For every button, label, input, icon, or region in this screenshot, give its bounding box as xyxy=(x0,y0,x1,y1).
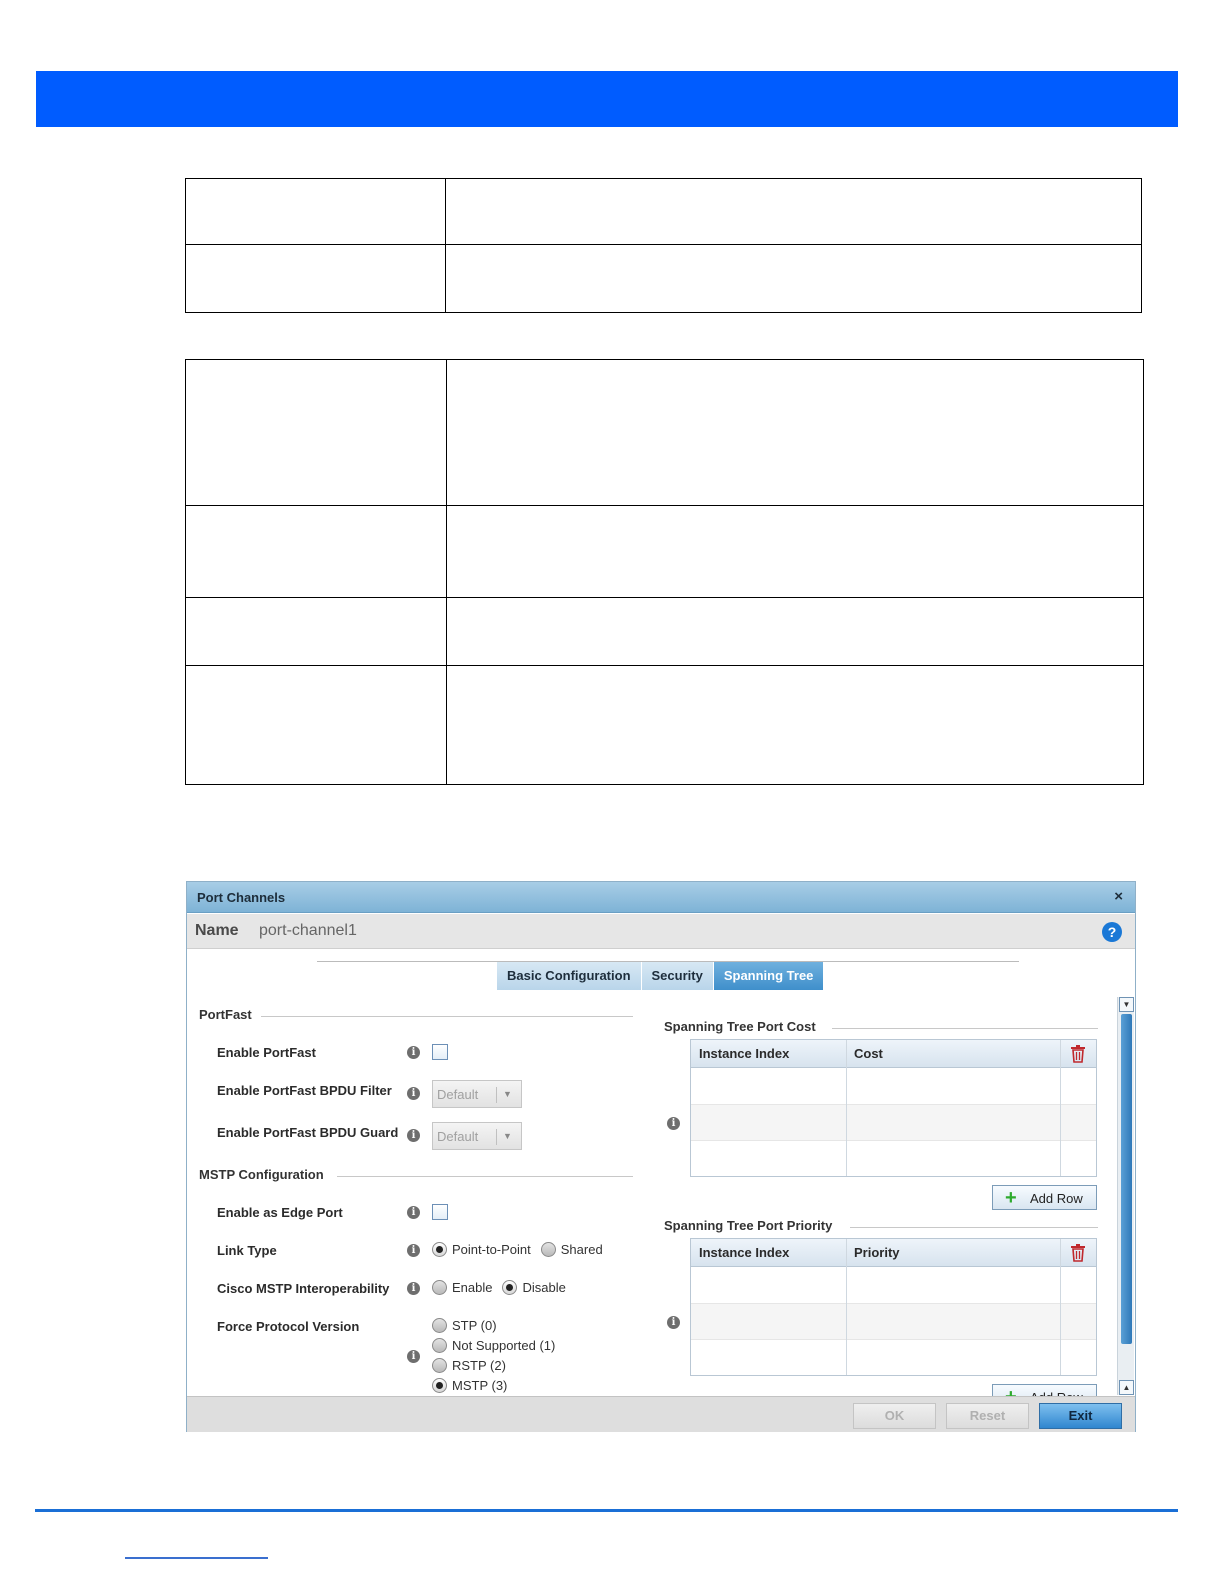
scroll-up-arrow-icon[interactable]: ▼ xyxy=(1119,997,1134,1012)
force-protocol-option xyxy=(432,1318,507,1333)
column-header: Cost xyxy=(854,1046,883,1061)
radio-label: Shared xyxy=(560,1242,603,1257)
section-divider xyxy=(261,1016,633,1017)
name-label: Name xyxy=(195,922,239,939)
port-cost-section-title: Spanning Tree Port Cost xyxy=(664,1019,816,1034)
info-icon[interactable]: i xyxy=(407,1206,420,1219)
info-icon[interactable]: i xyxy=(667,1316,680,1329)
cisco-mstp-label: Cisco MSTP Interoperability xyxy=(217,1281,390,1296)
bpdu-filter-select[interactable] xyxy=(432,1080,522,1108)
tab-basic-configuration[interactable]: Basic Configuration xyxy=(497,962,642,990)
table-row[interactable] xyxy=(691,1141,1096,1177)
mstp-section-title: MSTP Configuration xyxy=(199,1167,324,1182)
table-row xyxy=(186,506,1144,598)
ok-button[interactable]: OK xyxy=(853,1403,936,1429)
page-footer-rule xyxy=(35,1509,1178,1512)
table-cell xyxy=(447,598,1144,666)
link-type-shared-radio[interactable] xyxy=(541,1242,556,1257)
dialog-titlebar xyxy=(187,882,1135,913)
column-header: Priority xyxy=(854,1245,900,1260)
force-protocol-mstp-radio[interactable] xyxy=(432,1378,447,1393)
section-divider xyxy=(832,1028,1098,1029)
tab-strip xyxy=(497,962,824,990)
table-row[interactable] xyxy=(691,1105,1096,1141)
column-header: Instance Index xyxy=(699,1046,790,1061)
table-row xyxy=(186,666,1144,785)
table-cell xyxy=(446,179,1142,245)
radio-label: Enable xyxy=(452,1280,493,1295)
name-bar xyxy=(187,914,1135,949)
plus-icon: + xyxy=(1005,1187,1017,1209)
radio-label: Not Supported (1) xyxy=(452,1338,556,1353)
chevron-down-icon: ▼ xyxy=(503,1131,512,1141)
port-cost-table xyxy=(690,1039,1097,1177)
link-type-point-to-point-radio[interactable] xyxy=(432,1242,447,1257)
enable-portfast-checkbox[interactable] xyxy=(432,1044,448,1060)
info-icon[interactable]: i xyxy=(407,1350,420,1363)
column-divider xyxy=(846,1239,847,1375)
table-cell xyxy=(447,360,1144,506)
edge-port-checkbox[interactable] xyxy=(432,1204,448,1220)
dialog-title: Port Channels xyxy=(197,890,286,905)
table-cell xyxy=(447,506,1144,598)
port-channels-dialog xyxy=(186,881,1136,1432)
force-protocol-label: Force Protocol Version xyxy=(217,1319,360,1334)
radio-label: Point-to-Point xyxy=(452,1242,531,1257)
reset-button[interactable]: Reset xyxy=(946,1403,1029,1429)
radio-label: RSTP (2) xyxy=(452,1358,506,1373)
table-row[interactable] xyxy=(691,1268,1096,1304)
table-row xyxy=(186,179,1142,245)
spanning-tree-content xyxy=(187,994,1117,1394)
doc-table-1 xyxy=(185,178,1142,313)
table-row[interactable] xyxy=(691,1069,1096,1105)
vertical-scrollbar[interactable] xyxy=(1117,997,1134,1395)
bpdu-guard-value: Default xyxy=(437,1129,479,1144)
tab-security[interactable]: Security xyxy=(642,962,714,990)
section-divider xyxy=(850,1227,1098,1228)
cisco-mstp-enable-radio[interactable] xyxy=(432,1280,447,1295)
bpdu-filter-value: Default xyxy=(437,1087,479,1102)
force-protocol-option xyxy=(432,1338,565,1353)
bpdu-filter-label: Enable PortFast BPDU Filter xyxy=(217,1083,392,1098)
table-header xyxy=(691,1040,1096,1068)
trash-icon[interactable] xyxy=(1070,1045,1086,1063)
force-protocol-rstp-radio[interactable] xyxy=(432,1358,447,1373)
table-cell xyxy=(186,506,447,598)
table-cell xyxy=(446,245,1142,313)
add-row-label: Add Row xyxy=(1030,1191,1083,1206)
table-row xyxy=(186,360,1144,506)
help-icon[interactable]: ? xyxy=(1102,922,1122,942)
info-icon[interactable]: i xyxy=(407,1282,420,1295)
force-protocol-option xyxy=(432,1378,517,1393)
table-cell xyxy=(186,666,447,785)
select-divider xyxy=(496,1087,497,1103)
table-row[interactable] xyxy=(691,1304,1096,1340)
column-divider xyxy=(846,1040,847,1176)
link-type-radio-group xyxy=(432,1242,613,1257)
radio-label: MSTP (3) xyxy=(452,1378,508,1393)
dialog-footer xyxy=(187,1396,1135,1432)
bpdu-guard-label: Enable PortFast BPDU Guard xyxy=(217,1125,399,1140)
bpdu-guard-select[interactable] xyxy=(432,1122,522,1150)
table-row xyxy=(186,245,1142,313)
cisco-mstp-disable-radio[interactable] xyxy=(502,1280,517,1295)
table-header xyxy=(691,1239,1096,1267)
table-row xyxy=(186,598,1144,666)
enable-portfast-label: Enable PortFast xyxy=(217,1045,316,1060)
exit-button[interactable]: Exit xyxy=(1039,1403,1122,1429)
cisco-mstp-radio-group xyxy=(432,1280,576,1295)
scroll-down-arrow-icon[interactable]: ▲ xyxy=(1119,1380,1134,1395)
column-header: Instance Index xyxy=(699,1245,790,1260)
force-protocol-stp-radio[interactable] xyxy=(432,1318,447,1333)
footer-link-underline[interactable] xyxy=(125,1557,268,1559)
force-protocol-not-supported-radio[interactable] xyxy=(432,1338,447,1353)
scrollbar-thumb[interactable] xyxy=(1121,1014,1132,1344)
section-divider xyxy=(337,1176,633,1177)
select-divider xyxy=(496,1129,497,1145)
edge-port-label: Enable as Edge Port xyxy=(217,1205,343,1220)
chevron-down-icon: ▼ xyxy=(503,1089,512,1099)
column-divider xyxy=(1060,1239,1061,1375)
page-header-band xyxy=(36,71,1178,127)
info-icon[interactable]: i xyxy=(407,1129,420,1142)
column-divider xyxy=(1060,1040,1061,1176)
table-cell xyxy=(447,666,1144,785)
port-priority-table xyxy=(690,1238,1097,1376)
info-icon[interactable]: i xyxy=(407,1087,420,1100)
table-cell xyxy=(186,360,447,506)
doc-table-2 xyxy=(185,359,1144,785)
table-cell xyxy=(186,245,446,313)
trash-icon[interactable] xyxy=(1070,1244,1086,1262)
info-icon[interactable]: i xyxy=(407,1244,420,1257)
table-row[interactable] xyxy=(691,1340,1096,1376)
radio-label: Disable xyxy=(522,1280,566,1295)
port-cost-add-row-button[interactable] xyxy=(992,1185,1097,1210)
table-cell xyxy=(186,598,447,666)
table-cell xyxy=(186,179,446,245)
force-protocol-option xyxy=(432,1358,516,1373)
info-icon[interactable]: i xyxy=(667,1117,680,1130)
link-type-label: Link Type xyxy=(217,1243,277,1258)
port-priority-section-title: Spanning Tree Port Priority xyxy=(664,1218,833,1233)
portfast-section-title: PortFast xyxy=(199,1007,252,1022)
radio-label: STP (0) xyxy=(452,1318,497,1333)
close-icon[interactable]: × xyxy=(1114,888,1123,905)
info-icon[interactable]: i xyxy=(407,1046,420,1059)
tab-spanning-tree[interactable]: Spanning Tree xyxy=(714,962,825,990)
name-value: port-channel1 xyxy=(259,922,357,939)
